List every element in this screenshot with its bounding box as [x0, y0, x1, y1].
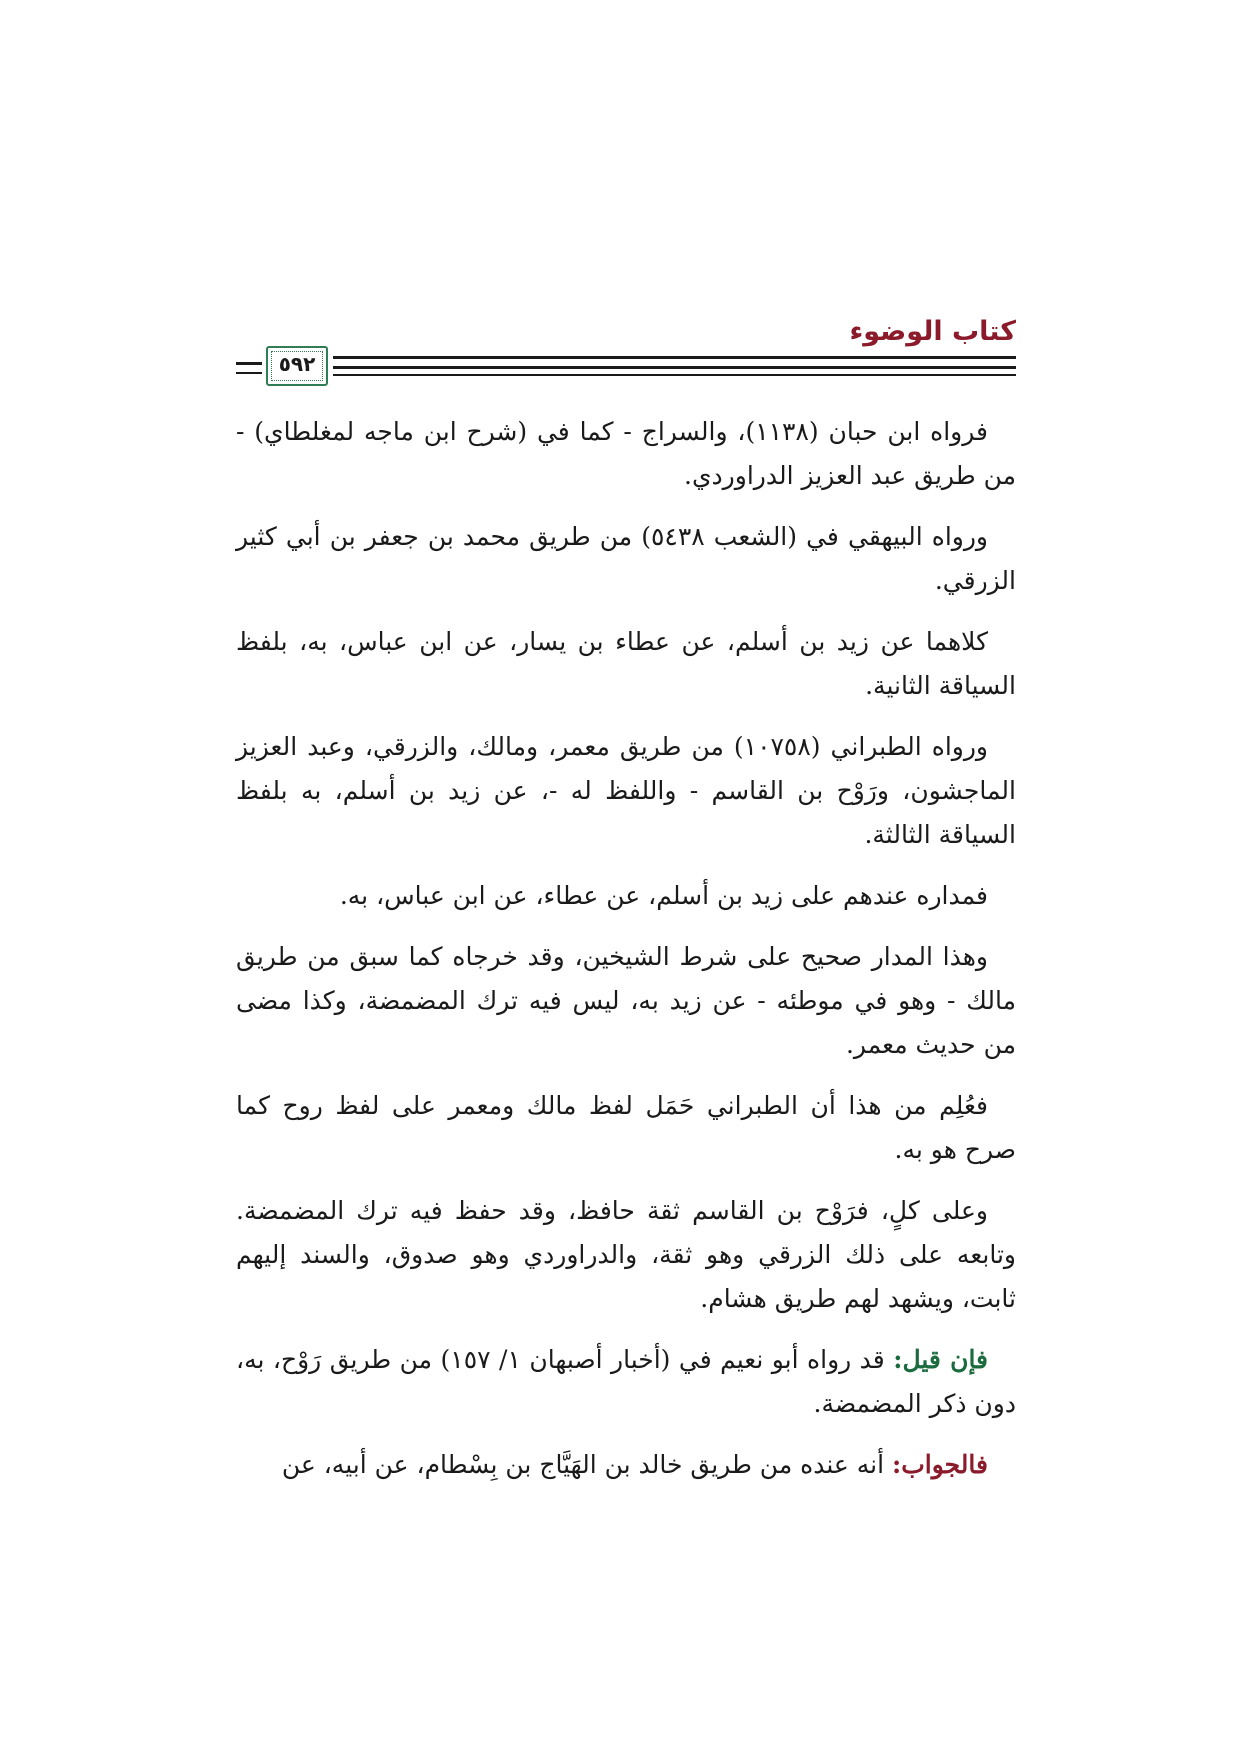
page-body: [236, 410, 1016, 1504]
paragraph: وعلى كلٍ، فرَوْح بن القاسم ثقة حافظ، وقد حفظ فيه ترك المضمضة. وتابعه على ذلك الزرقي وهو ثقة، والدراوردي وهو صدوق، والسند إليهم ثابت، ويشهد لهم طريق هشام.: [236, 1196, 1016, 1313]
header-rule-left: [236, 372, 262, 374]
header-rule: [333, 356, 1016, 359]
paragraph: ورواه البيهقي في (الشعب ٥٤٣٨) من طريق محمد بن جعفر بن أبي كثير الزرقي.: [236, 522, 1016, 595]
page-header: [236, 316, 1016, 388]
question-paragraph: [236, 1338, 1016, 1426]
paragraph: ورواه الطبراني (١٠٧٥٨) من طريق معمر، ومالك، والزرقي، وعبد العزيز الماجشون، ورَوْح بن القاسم - واللفظ له -، عن زيد بن أسلم، به بلفظ السياقة الثالثة.: [236, 732, 1016, 849]
question-label: فإن قيل:: [893, 1345, 989, 1374]
paragraph: فرواه ابن حبان (١١٣٨)، والسراج - كما في (شرح ابن ماجه لمغلطاي) - من طريق عبد العزيز الدراوردي.: [236, 417, 1016, 490]
answer-text: أنه عنده من طريق خالد بن الهَيَّاج بن بِسْطام، عن أبيه، عن: [281, 1450, 893, 1479]
question-text: قد رواه أبو نعيم في (أخبار أصبهان ١/ ١٥٧) من طريق رَوْح، به، دون ذكر المضمضة.: [236, 1345, 1016, 1418]
page-number: ٥٩٢: [278, 352, 316, 376]
chapter-title: كتاب الوضوء: [849, 316, 1016, 347]
paragraph: فعُلِم من هذا أن الطبراني حَمَل لفظ مالك ومعمر على لفظ روح كما صرح هو به.: [236, 1091, 1016, 1164]
header-rule: [333, 374, 1016, 376]
header-rule: [333, 366, 1016, 369]
paragraph: وهذا المدار صحيح على شرط الشيخين، وقد خرجاه كما سبق من طريق مالك - وهو في موطئه - عن زيد به، ليس فيه ترك المضمضة، وكذا مضى من حديث معمر.: [236, 942, 1016, 1059]
answer-label: فالجواب:: [892, 1450, 988, 1479]
answer-paragraph: [236, 1443, 1016, 1487]
paragraph: فمداره عندهم على زيد بن أسلم، عن عطاء، عن ابن عباس، به.: [339, 881, 988, 910]
header-rule-left: [236, 362, 262, 365]
paragraph: كلاهما عن زيد بن أسلم، عن عطاء بن يسار، عن ابن عباس، به، بلفظ السياقة الثانية.: [236, 627, 1016, 700]
page-number-frame: [266, 346, 328, 386]
